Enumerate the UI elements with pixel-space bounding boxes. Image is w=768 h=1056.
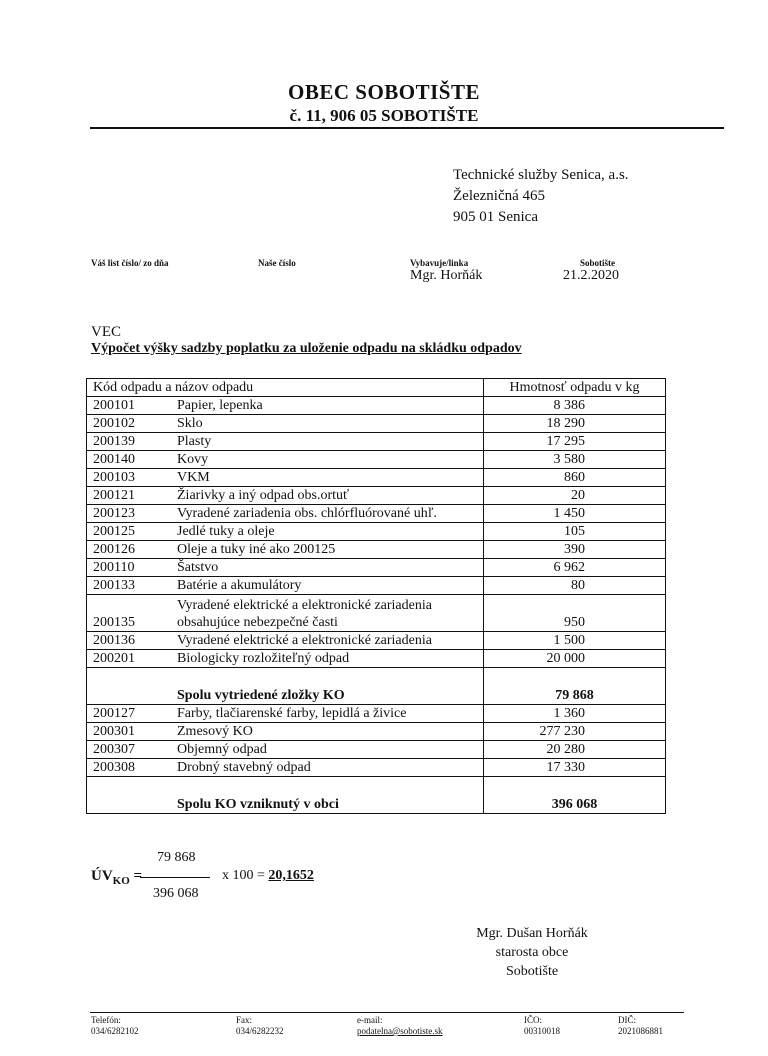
table-row xyxy=(87,741,666,759)
subtotal-value: 79 868 xyxy=(484,668,666,705)
waste-code-cell: 200136 xyxy=(87,632,172,650)
header-weight-cell: Hmotnosť odpadu v kg xyxy=(484,379,666,397)
footer-email xyxy=(357,1015,443,1037)
table-row xyxy=(87,415,666,433)
waste-weight-cell: 17 330 xyxy=(484,759,666,777)
date-value: 21.2.2020 xyxy=(563,268,619,283)
footer-email-label: e-mail: xyxy=(357,1015,383,1025)
waste-weight-cell: 20 280 xyxy=(484,741,666,759)
formula-label xyxy=(91,868,142,887)
table-row xyxy=(87,523,666,541)
footer-phone-value: 034/6282102 xyxy=(91,1026,139,1036)
signature-name: Mgr. Dušan Horňák xyxy=(476,926,588,941)
waste-code-cell: 200101 xyxy=(87,397,172,415)
footer-fax-value: 034/6282232 xyxy=(236,1026,284,1036)
waste-name-cell xyxy=(171,505,484,523)
waste-name-cell xyxy=(171,487,484,505)
waste-table xyxy=(86,378,666,814)
footer-ico xyxy=(524,1015,560,1037)
waste-weight-cell: 1 500 xyxy=(484,632,666,650)
waste-name-cell xyxy=(171,723,484,741)
table-row xyxy=(87,433,666,451)
fraction-bar xyxy=(140,877,210,878)
total-value: 396 068 xyxy=(484,777,666,814)
waste-code-cell: 200307 xyxy=(87,741,172,759)
waste-name-text: Biologicky rozložiteľný odpad xyxy=(177,651,350,666)
table-row xyxy=(87,650,666,668)
formula-label-text: ÚV xyxy=(91,868,113,884)
waste-name-text: Plasty xyxy=(177,434,212,449)
footer-ico-value: 00310018 xyxy=(524,1026,560,1036)
footer-email-link[interactable]: podatelna@sobotiste.sk xyxy=(357,1026,443,1036)
formula-equals: = xyxy=(129,868,143,884)
waste-code-cell: 200127 xyxy=(87,705,172,723)
header-divider xyxy=(90,127,724,129)
table-row xyxy=(87,505,666,523)
waste-code-cell: 200133 xyxy=(87,577,172,595)
waste-weight-cell: 8 386 xyxy=(484,397,666,415)
total-row xyxy=(87,777,666,814)
table-row xyxy=(87,632,666,650)
waste-name-text: Batérie a akumulátory xyxy=(177,578,302,593)
waste-name-cell xyxy=(171,632,484,650)
footer-fax-label: Fax: xyxy=(236,1015,253,1025)
waste-weight-cell: 277 230 xyxy=(484,723,666,741)
footer-dic-value: 2021086881 xyxy=(618,1026,663,1036)
waste-name-text: Vyradené zariadenia obs. chlórfluórované uhľ. xyxy=(177,506,437,521)
waste-code-cell: 200308 xyxy=(87,759,172,777)
waste-code-cell: 200126 xyxy=(87,541,172,559)
waste-name-text: Papier, lepenka xyxy=(177,398,263,413)
waste-code-cell: 200102 xyxy=(87,415,172,433)
formula-denominator: 396 068 xyxy=(153,886,199,901)
waste-weight-cell: 3 580 xyxy=(484,451,666,469)
waste-name-text: Kovy xyxy=(177,452,209,467)
table-row xyxy=(87,469,666,487)
table-row xyxy=(87,595,666,632)
waste-name-cell xyxy=(171,741,484,759)
recipient-line-3: 905 01 Senica xyxy=(453,209,538,225)
signature-role: starosta obce xyxy=(495,945,569,960)
waste-name-text: Zmesový KO xyxy=(177,724,253,739)
footer-ico-label: IČO: xyxy=(524,1015,542,1025)
table-row xyxy=(87,451,666,469)
waste-name-cell xyxy=(171,559,484,577)
table-row xyxy=(87,705,666,723)
waste-code-cell: 200301 xyxy=(87,723,172,741)
footer-phone xyxy=(91,1015,139,1037)
waste-code-cell: 200139 xyxy=(87,433,172,451)
subject-text: Výpočet výšky sadzby poplatku za uloženie odpadu na skládku odpadov xyxy=(91,341,522,356)
our-number-label: Naše číslo xyxy=(258,258,296,268)
waste-name-cell xyxy=(171,415,484,433)
waste-name-text: VKM xyxy=(177,470,210,485)
handler-value: Mgr. Horňák xyxy=(410,268,483,283)
recipient-address xyxy=(453,165,629,228)
footer-dic-label: DIČ: xyxy=(618,1015,636,1025)
waste-name-cell xyxy=(171,650,484,668)
waste-name-text: Farby, tlačiarenské farby, lepidlá a živice xyxy=(177,706,407,721)
subject-label: VEC xyxy=(91,324,121,340)
recipient-line-2: Železničná 465 xyxy=(453,188,546,204)
waste-weight-cell: 20 000 xyxy=(484,650,666,668)
waste-name-cell xyxy=(171,451,484,469)
waste-name-cell xyxy=(171,433,484,451)
subtotal-code-cell xyxy=(87,668,172,705)
waste-weight-cell: 80 xyxy=(484,577,666,595)
municipality-title: OBEC SOBOTIŠTE xyxy=(288,80,480,104)
waste-weight-cell: 950 xyxy=(484,595,666,632)
waste-name-text: Žiarivky a iný odpad obs.ortuť xyxy=(177,488,350,503)
table-row xyxy=(87,723,666,741)
place-label: Sobotište xyxy=(580,258,616,268)
waste-weight-cell: 20 xyxy=(484,487,666,505)
waste-weight-cell: 1 360 xyxy=(484,705,666,723)
waste-name-cell xyxy=(171,595,484,632)
table-row xyxy=(87,487,666,505)
total-code-cell xyxy=(87,777,172,814)
waste-name-text: Vyradené elektrické a elektronické zariadenia xyxy=(177,598,432,613)
waste-name-text-2: obsahujúce nebezpečné časti xyxy=(177,615,338,630)
table-row xyxy=(87,577,666,595)
table-row xyxy=(87,397,666,415)
waste-name-cell xyxy=(171,397,484,415)
your-letter-label: Váš list číslo/ zo dňa xyxy=(91,258,169,268)
waste-weight-cell: 6 962 xyxy=(484,559,666,577)
waste-weight-cell: 390 xyxy=(484,541,666,559)
waste-name-cell xyxy=(171,759,484,777)
footer-divider xyxy=(90,1012,684,1013)
signature-block xyxy=(462,924,602,981)
municipality-address: č. 11, 906 05 SOBOTIŠTE xyxy=(289,106,479,125)
table-header-row xyxy=(87,379,666,397)
table-row xyxy=(87,559,666,577)
subtotal-label: Spolu vytriedené zložky KO xyxy=(171,668,484,705)
waste-code-cell: 200121 xyxy=(87,487,172,505)
formula-label-sub: KO xyxy=(112,875,130,887)
waste-code-cell: 200123 xyxy=(87,505,172,523)
footer-fax xyxy=(236,1015,284,1037)
waste-name-cell xyxy=(171,577,484,595)
signature-place: Sobotište xyxy=(505,964,559,979)
waste-weight-cell: 860 xyxy=(484,469,666,487)
formula-multiplier-text: x 100 = xyxy=(222,868,269,883)
subtotal-row xyxy=(87,668,666,705)
waste-name-cell xyxy=(171,541,484,559)
waste-name-cell xyxy=(171,523,484,541)
waste-code-cell: 200201 xyxy=(87,650,172,668)
waste-weight-cell: 105 xyxy=(484,523,666,541)
waste-code-cell: 200110 xyxy=(87,559,172,577)
waste-name-text: Šatstvo xyxy=(177,560,219,575)
total-label: Spolu KO vzniknutý v obci xyxy=(171,777,484,814)
waste-name-text: Sklo xyxy=(177,416,203,431)
footer-dic xyxy=(618,1015,663,1037)
formula-multiplier xyxy=(222,868,314,884)
table-row xyxy=(87,759,666,777)
waste-weight-cell: 18 290 xyxy=(484,415,666,433)
waste-name-text: Vyradené elektrické a elektronické zariadenia xyxy=(177,633,432,648)
waste-weight-cell: 17 295 xyxy=(484,433,666,451)
waste-name-text: Oleje a tuky iné ako 200125 xyxy=(177,542,336,557)
waste-code-cell: 200125 xyxy=(87,523,172,541)
waste-code-cell: 200103 xyxy=(87,469,172,487)
table-row xyxy=(87,541,666,559)
footer-phone-label: Telefón: xyxy=(91,1015,121,1025)
handler-label: Vybavuje/linka xyxy=(410,258,469,268)
waste-name-text: Drobný stavebný odpad xyxy=(177,760,311,775)
header-name-cell: Kód odpadu a názov odpadu xyxy=(87,379,484,397)
waste-code-cell: 200140 xyxy=(87,451,172,469)
waste-code-cell: 200135 xyxy=(87,595,172,632)
waste-name-text: Jedlé tuky a oleje xyxy=(177,524,275,539)
formula-numerator: 79 868 xyxy=(157,850,196,865)
recipient-line-1: Technické služby Senica, a.s. xyxy=(453,167,629,183)
waste-name-text: Objemný odpad xyxy=(177,742,267,757)
waste-name-cell xyxy=(171,705,484,723)
formula-result: 20,1652 xyxy=(268,868,314,883)
waste-weight-cell: 1 450 xyxy=(484,505,666,523)
waste-name-cell xyxy=(171,469,484,487)
